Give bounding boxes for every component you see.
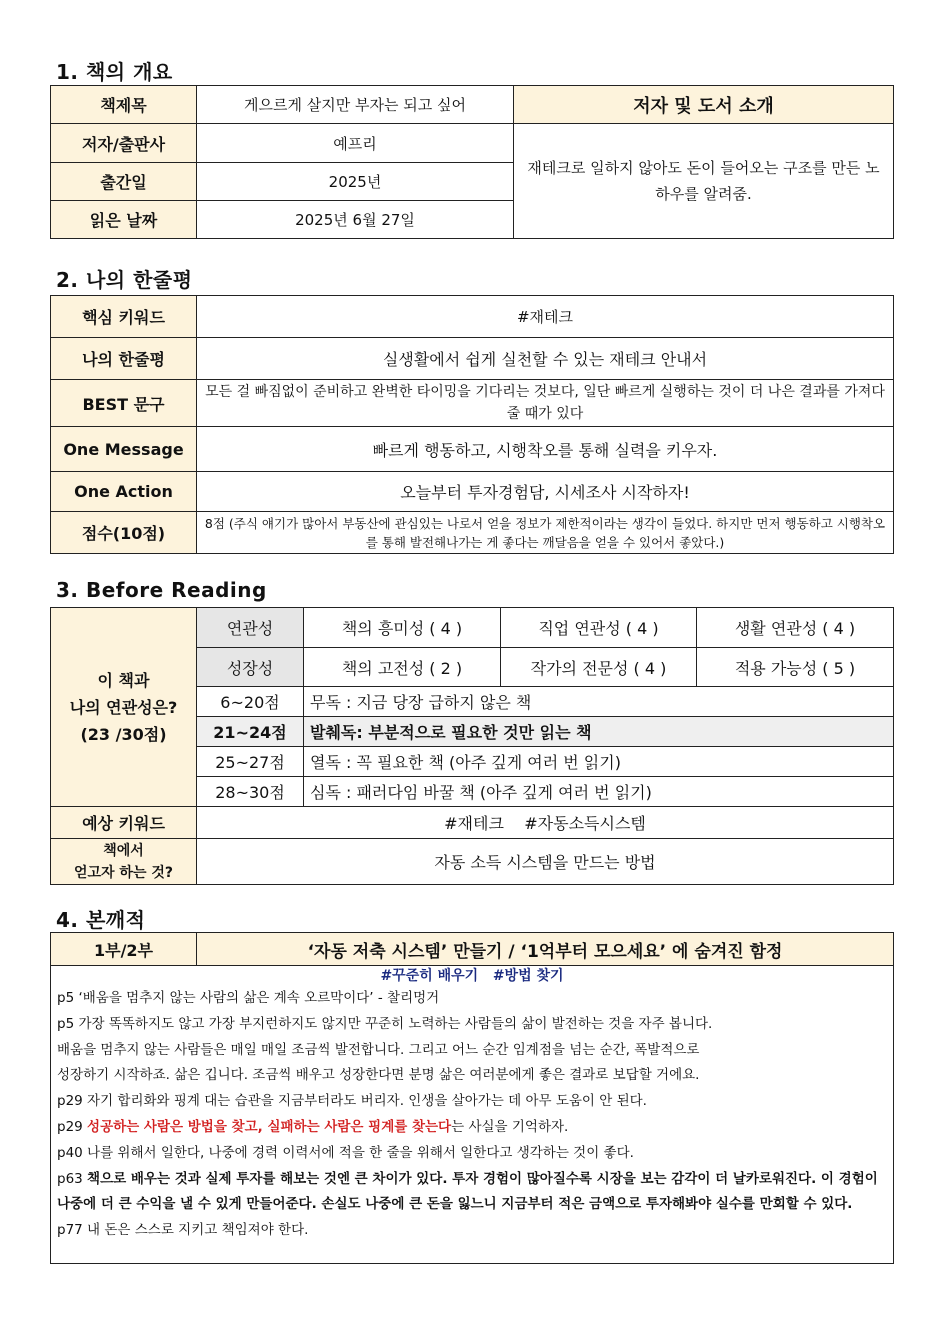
note-line: 배움을 멈추지 않는 사람들은 매일 매일 조금씩 발전합니다. 그리고 어느 순간 임계점을 넘는 순간, 폭발적으로 [57, 1041, 700, 1058]
note-line: p5 ‘배움을 멈추지 않는 사람의 삶은 계속 오르막이다’ - 찰리멍거 [57, 990, 440, 1006]
notes-table [50, 932, 894, 1264]
note-line [57, 1167, 887, 1219]
book-title-value: 게으르게 살지만 부자는 되고 싶어 [197, 86, 514, 124]
pub-date-label: 출간일 [51, 163, 197, 201]
keyword-label: 핵심 키워드 [51, 296, 197, 338]
applicability-score: 적용 가능성 ( 5 ) [697, 648, 894, 687]
interest-score: 책의 흥미성 ( 4 ) [304, 608, 501, 648]
level-desc: 심독 : 패러다임 바꿀 책 (아주 깊게 여러 번 읽기) [304, 777, 894, 807]
one-action-value: 오늘부터 투자경험담, 시세조사 시작하자! [197, 472, 894, 512]
note-line: p5 가장 똑똑하지도 않고 가장 부지런하지도 않지만 꾸준히 노력하는 사람들의 삶이 발전하는 것을 자주 봅니다. [57, 1015, 713, 1032]
level-range: 25~27점 [197, 747, 304, 777]
relation-label [51, 608, 197, 807]
part-label: 1부/2부 [51, 933, 197, 966]
note-line: p29 자기 합리화와 핑계 대는 습관을 지금부터라도 버리자. 인생을 살아가는 데 아무 도움이 안 된다. [57, 1093, 647, 1110]
goal-label-line1: 책에서 [103, 842, 144, 859]
relation-label-line2: 나의 연관성은? [69, 697, 178, 717]
level-desc-selected: 발췌독: 부분적으로 필요한 것만 읽는 책 [304, 717, 894, 747]
section-3-title: 3. Before Reading [56, 578, 267, 602]
expected-keyword-value: #재테크 #자동소득시스템 [197, 807, 894, 839]
author-value: 예프리 [197, 124, 514, 163]
best-quote-label: BEST 문구 [51, 380, 197, 427]
review-table [50, 295, 894, 554]
level-range: 28~30점 [197, 777, 304, 807]
note-highlight-red: 성공하는 사람은 방법을 찾고, 실패하는 사람은 핑계를 찾는다 [87, 1118, 452, 1135]
one-message-value: 빠르게 행동하고, 시행착오를 통해 실력을 키우자. [197, 427, 894, 472]
level-desc: 무독 : 지금 당장 급하지 않은 책 [304, 687, 894, 717]
author-intro-text: 재테크로 일하지 않아도 돈이 들어오는 구조를 만든 노하우를 알려줌. [514, 124, 894, 239]
score-value: 8점 (주식 얘기가 많아서 부동산에 관심있는 나로서 얻을 정보가 제한적이라는 생각이 들었다. 하지만 먼저 행동하고 시행착오를 통해 발전해나가는 게 좋다는 깨달음을 얻을 수 있어서 좋았다.) [197, 512, 894, 554]
growth-label: 성장성 [197, 648, 304, 687]
note-highlight-bold: 책으로 배우는 것과 실제 투자를 해보는 것엔 큰 차이가 있다. 투자 경험이 많아질수록 시장을 보는 감각이 더 날카로워진다. 이 경험이 나중에 더 큰 수익을 낼 수 있게 만들어준다. 손실도 나중에 큰 돈을 잃느니 지금부터 적은 금액으로 투자해봐야 실수를 만회할 수 있다. [57, 1170, 878, 1213]
pub-date-value: 2025년 [197, 163, 514, 201]
note-line [57, 1115, 887, 1141]
goal-label [51, 839, 197, 885]
section-1-title: 1. 책의 개요 [56, 60, 173, 84]
goal-value: 자동 소득 시스템을 만드는 방법 [197, 839, 894, 885]
expected-keyword-label: 예상 키워드 [51, 807, 197, 839]
relation-label-line3: (23 /30점) [80, 724, 167, 744]
notes-body [51, 966, 894, 1264]
life-relevance-score: 생활 연관성 ( 4 ) [697, 608, 894, 648]
score-label: 점수(10점) [51, 512, 197, 554]
keyword-value: #재테크 [197, 296, 894, 338]
overview-table [50, 85, 894, 239]
level-range: 6~20점 [197, 687, 304, 717]
one-action-label: One Action [51, 472, 197, 512]
read-date-label: 읽은 날짜 [51, 201, 197, 239]
before-reading-table [50, 607, 894, 885]
note-page: p29 [57, 1118, 88, 1135]
level-range: 21~24점 [197, 717, 304, 747]
classic-score: 책의 고전성 ( 2 ) [304, 648, 501, 687]
note-tail: 는 사실을 기억하자. [451, 1118, 569, 1135]
section-4-title: 4. 본깨적 [56, 908, 146, 932]
note-line: p77 내 돈은 스스로 지키고 책임져야 한다. [57, 1222, 309, 1239]
author-label: 저자/출판사 [51, 124, 197, 163]
oneline-label: 나의 한줄평 [51, 338, 197, 380]
author-expertise-score: 작가의 전문성 ( 4 ) [501, 648, 697, 687]
read-date-value: 2025년 6월 27일 [197, 201, 514, 239]
one-message-label: One Message [51, 427, 197, 472]
book-title-label: 책제목 [51, 86, 197, 124]
note-line: 성장하기 시작하죠. 삶은 깁니다. 조금씩 배우고 성장한다면 분명 삶은 여러분에게 좋은 결과로 보답할 거에요. [57, 1067, 700, 1084]
job-relevance-score: 직업 연관성 ( 4 ) [501, 608, 697, 648]
oneline-value: 실생활에서 쉽게 실천할 수 있는 재테크 안내서 [197, 338, 894, 380]
section-2-title: 2. 나의 한줄평 [56, 268, 193, 292]
note-page: p63 [57, 1170, 88, 1187]
relation-label-line1: 이 책과 [97, 670, 150, 690]
best-quote-value: 모든 걸 빠짐없이 준비하고 완벽한 타이밍을 기다리는 것보다, 일단 빠르게 실행하는 것이 더 나은 결과를 가져다 줄 때가 있다 [197, 380, 894, 427]
goal-label-line2: 얻고자 하는 것? [73, 864, 173, 881]
note-line: p40 나를 위해서 일한다, 나중에 경력 이력서에 적을 한 줄을 위해서 일한다고 생각하는 것이 좋다. [57, 1144, 634, 1161]
relevance-label: 연관성 [197, 608, 304, 648]
part-title: ‘자동 저축 시스템’ 만들기 / ‘1억부터 모으세요’ 에 숨겨진 함정 [197, 933, 894, 966]
author-intro-header: 저자 및 도서 소개 [514, 86, 894, 124]
notes-tags: #꾸준히 배우기 #방법 찾기 [380, 968, 564, 984]
level-desc: 열독 : 꼭 필요한 책 (아주 깊게 여러 번 읽기) [304, 747, 894, 777]
